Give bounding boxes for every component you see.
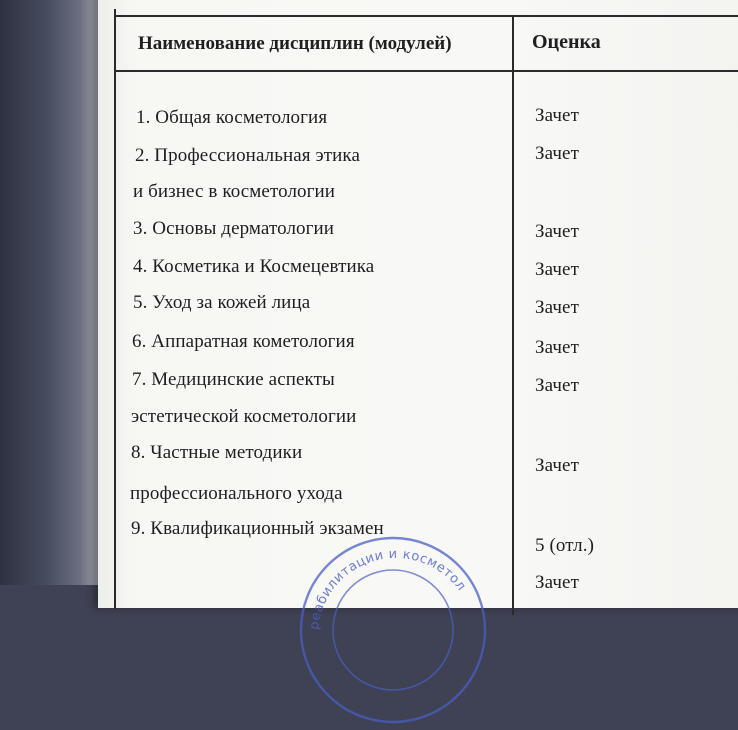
- column-divider: [512, 15, 514, 615]
- discipline-grade: Зачет: [535, 143, 579, 164]
- discipline-name: 4. Косметика и Космецевтика: [133, 256, 375, 277]
- discipline-name-continued: и бизнес в косметологии: [133, 181, 336, 202]
- table-left-border: [114, 9, 116, 609]
- stamp-text: реабилитации и косметол: [306, 546, 469, 631]
- stamp-seal: [288, 520, 498, 730]
- discipline-grade: Зачет: [535, 297, 579, 318]
- discipline-name-continued: профессионального ухода: [130, 483, 343, 504]
- discipline-name: 8. Частные методики: [131, 442, 303, 463]
- discipline-grade: Зачет: [535, 221, 579, 242]
- svg-text:реабилитации и косметол: [307, 547, 469, 631]
- discipline-grade: Зачет: [535, 455, 579, 476]
- discipline-grade-partial: Зачет: [535, 572, 579, 593]
- discipline-grade: Зачет: [535, 375, 579, 396]
- discipline-name: 5. Уход за кожей лица: [133, 292, 311, 313]
- table-top-border: [114, 15, 738, 17]
- discipline-name: 7. Медицинские аспекты: [132, 369, 335, 390]
- document-page: [98, 0, 738, 608]
- header-discipline: Наименование дисциплин (модулей): [138, 33, 452, 54]
- discipline-grade: Зачет: [535, 337, 579, 358]
- discipline-name: 9. Квалификационный экзамен: [131, 518, 384, 539]
- header-grade: Оценка: [532, 31, 601, 53]
- header-bottom-border: [114, 70, 738, 72]
- document-backing: [0, 0, 100, 585]
- discipline-name: 2. Профессиональная этика: [135, 145, 360, 166]
- discipline-name: 6. Аппаратная кометология: [132, 331, 355, 352]
- discipline-name: 3. Основы дерматологии: [133, 218, 335, 239]
- discipline-grade: Зачет: [535, 259, 579, 280]
- discipline-grade: Зачет: [535, 105, 579, 126]
- discipline-name: 1. Общая косметология: [136, 107, 328, 128]
- discipline-grade: 5 (отл.): [535, 535, 595, 556]
- discipline-name-continued: эстетической косметологии: [131, 406, 357, 427]
